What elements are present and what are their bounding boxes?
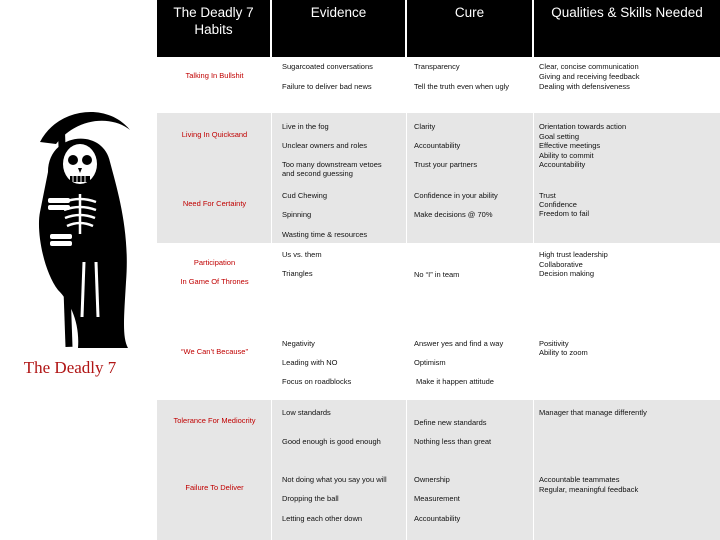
evidence-item: Focus on roadblocks xyxy=(282,377,352,386)
qualities-item: High trust leadership xyxy=(539,250,608,259)
qualities-item: Effective meetings xyxy=(539,141,601,150)
grim-reaper-icon xyxy=(18,102,140,350)
habit-label: Living In Quicksand xyxy=(181,130,248,139)
habit-label: Participation xyxy=(193,258,236,267)
qualities-item: Accountable teammates xyxy=(539,475,620,484)
cure-item: Trust your partners xyxy=(414,160,478,169)
cure-item: Clarity xyxy=(414,122,436,131)
cure-item: Accountability xyxy=(414,141,461,150)
qualities-item: Orientation towards action xyxy=(539,122,627,131)
qualities-item: Goal setting xyxy=(539,132,580,141)
qualities-item: Confidence xyxy=(539,200,577,209)
evidence-item: Us vs. them xyxy=(282,250,322,259)
qualities-item: Regular, meaningful feedback xyxy=(539,485,639,494)
evidence-item: Unclear owners and roles xyxy=(282,141,368,150)
cure-item: Ownership xyxy=(414,475,450,484)
cure-item: Confidence in your ability xyxy=(414,191,498,200)
habit-label: “We Can’t Because” xyxy=(181,347,248,356)
evidence-item: Sugarcoated conversations xyxy=(282,62,373,71)
evidence-item: Leading with NO xyxy=(282,358,338,367)
cure-item: Make it happen attitude xyxy=(416,377,494,386)
evidence-item: Cud Chewing xyxy=(282,191,328,200)
qualities-item: Collaborative xyxy=(539,260,583,269)
cure-item: Define new standards xyxy=(414,418,487,427)
evidence-item: and second guessing xyxy=(282,169,353,178)
qualities-item: Accountability xyxy=(539,160,586,169)
cure-item: Optimism xyxy=(414,358,446,367)
evidence-item: Negativity xyxy=(282,339,315,348)
qualities-item: Freedom to fail xyxy=(539,209,590,218)
evidence-item: Failure to deliver bad news xyxy=(282,82,372,91)
qualities-item: Trust xyxy=(539,191,556,200)
cure-item: Nothing less than great xyxy=(414,437,492,446)
cure-item: Tell the truth even when ugly xyxy=(414,82,510,91)
cure-item: Accountability xyxy=(414,514,461,523)
evidence-item: Low standards xyxy=(282,408,331,417)
evidence-item: Wasting time & resources xyxy=(282,230,368,239)
qualities-item: Giving and receiving feedback xyxy=(539,72,640,81)
evidence-item: Triangles xyxy=(282,269,313,278)
header-qualities: Qualities & Skills Needed xyxy=(534,0,720,57)
habit-label: Need For Certainty xyxy=(182,199,247,208)
evidence-item: Good enough is good enough xyxy=(282,437,381,446)
habit-label: Failure To Deliver xyxy=(185,483,244,492)
cure-item: Measurement xyxy=(414,494,460,503)
evidence-item: Spinning xyxy=(282,210,312,219)
cure-item: No “I” in team xyxy=(414,270,460,279)
cure-item: Make decisions @ 70% xyxy=(414,210,493,219)
habit-label: Tolerance For Mediocrity xyxy=(173,416,256,425)
evidence-item: Not doing what you say you will xyxy=(282,475,387,484)
qualities-item: Ability to zoom xyxy=(539,348,588,357)
evidence-item: Letting each other down xyxy=(282,514,363,523)
qualities-item: Positivity xyxy=(539,339,569,348)
side-panel xyxy=(0,0,157,540)
qualities-item: Ability to commit xyxy=(539,151,594,160)
habit-label: Talking In Bullshit xyxy=(185,71,244,80)
evidence-item: Live in the fog xyxy=(282,122,329,131)
qualities-item: Dealing with defensiveness xyxy=(539,82,630,91)
evidence-item: Too many downstream vetoes xyxy=(282,160,382,169)
qualities-item: Manager that manage differently xyxy=(539,408,647,417)
header-cure: Cure xyxy=(407,0,532,57)
qualities-item: Clear, concise communication xyxy=(539,62,639,71)
habit-label-continued: In Game Of Thrones xyxy=(180,277,249,286)
header-habits: The Deadly 7 Habits xyxy=(157,0,270,57)
header-evidence: Evidence xyxy=(272,0,405,57)
side-title: The Deadly 7 xyxy=(23,358,117,377)
cure-item: Answer yes and find a way xyxy=(414,339,504,348)
evidence-item: Dropping the ball xyxy=(282,494,339,503)
cure-item: Transparency xyxy=(414,62,460,71)
qualities-item: Decision making xyxy=(539,269,595,278)
